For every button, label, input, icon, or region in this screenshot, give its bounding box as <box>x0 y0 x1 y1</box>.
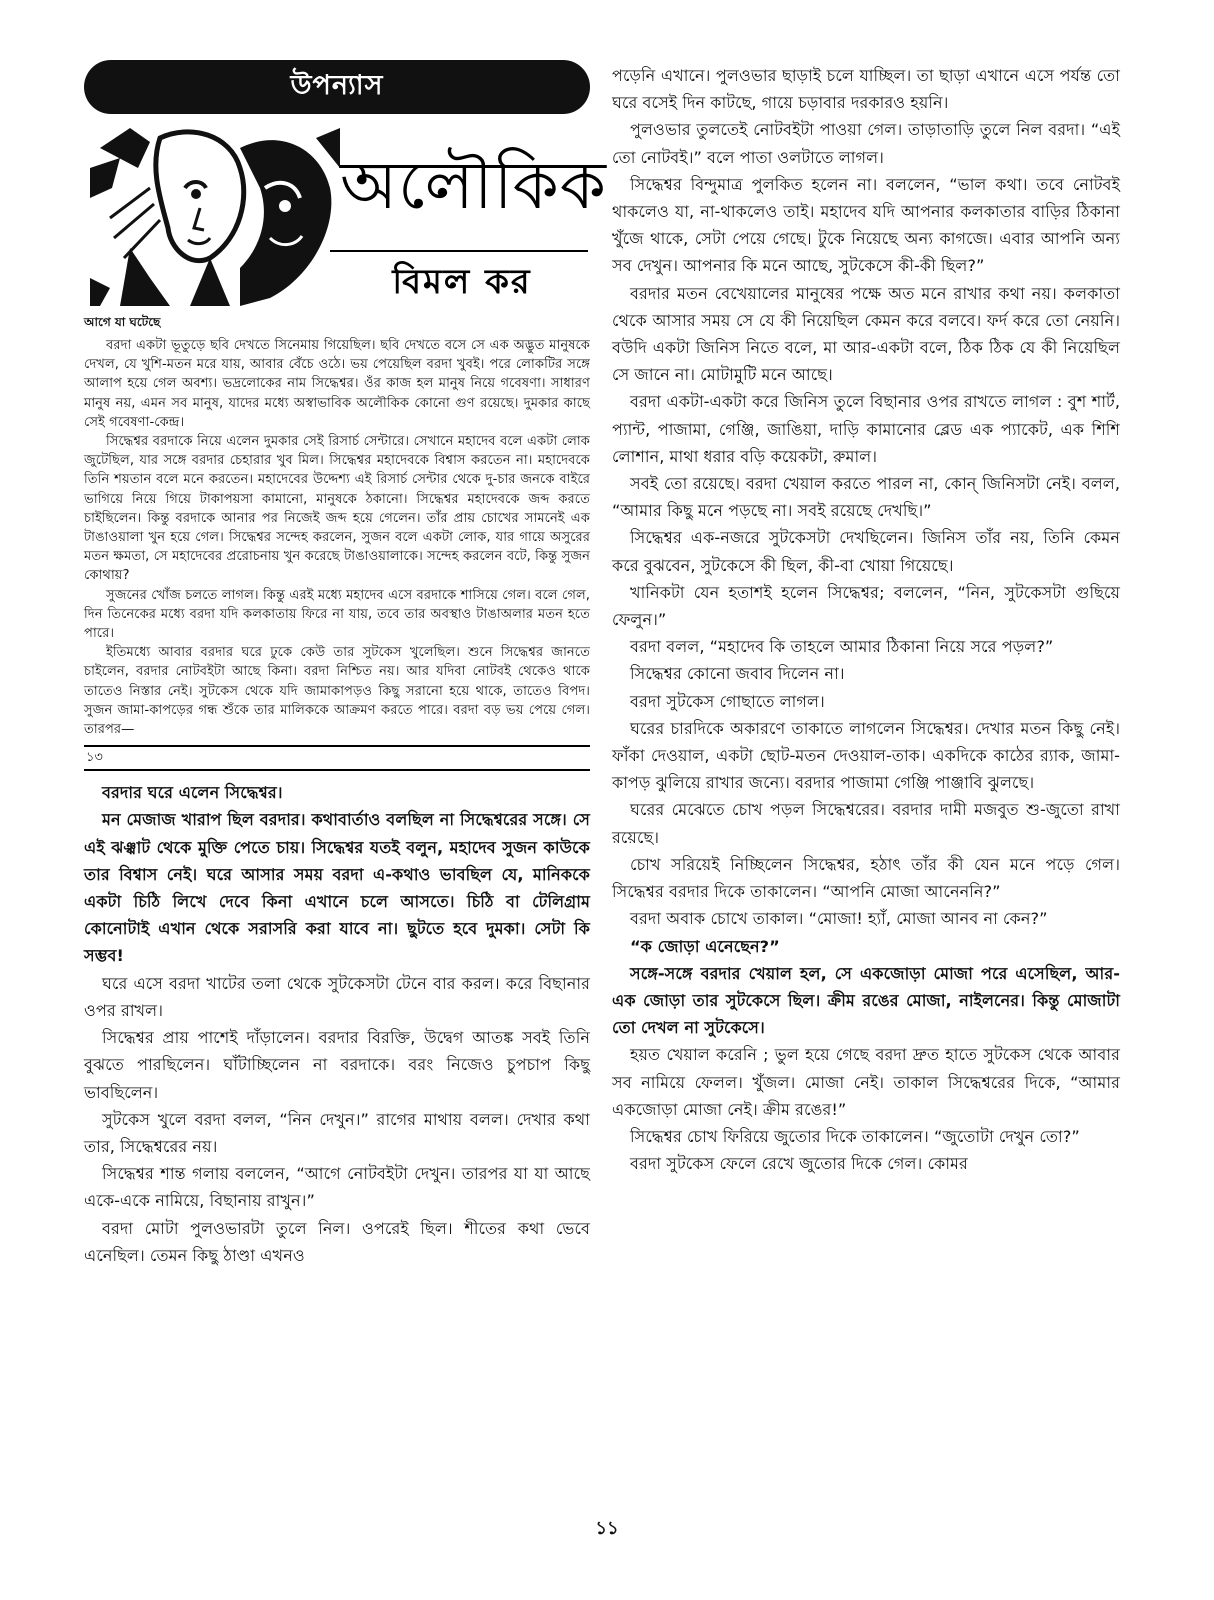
section-banner <box>84 60 590 114</box>
paragraph: বরদা একটা ভূতুড়ে ছবি দেখতে সিনেমায় গিয়েছিল। ছবি দেখতে বসে সে এক অদ্ভুত মানুষকে দেখল, যে খুশি-মতন মরে যায়, আবার বেঁচে ওঠে। ভয় পেয়েছিল বরদা খুবই। পরে লোকটির সঙ্গে আলাপ হয়ে গেল অবশ্য। ভদ্রলোকের নাম সিদ্ধেশ্বর। ওঁর কাজ হল মানুষ নিয়ে গবেষণা। সাধারণ মানুষ নয়, এমন সব মানুষ, যাদের মধ্যে অস্বাভাবিক অলৌকিক কোনো গুণ রয়েছে। দুমকার কাছে সেই গবেষণা-কেন্দ্র। <box>84 338 590 430</box>
page-number: ১১ <box>595 1518 619 1539</box>
right-story-text <box>612 62 1120 1177</box>
paragraph: বরদা মোটা পুলওভারটা তুলে নিল। ওপরেই ছিল। শীতের কথা ভেবে এনেছিল। তেমন কিছু ঠাণ্ডা এখনও <box>84 1218 590 1265</box>
paragraph: সিদ্ধেশ্বর কোনো জবাব দিলেন না। <box>630 664 845 684</box>
paragraph: পড়েনি এখানে। পুলওভার ছাড়াই চলে যাচ্ছিল। তা ছাড়া এখানে এসে পর্যন্ত তো ঘরে বসেই দিন কাটছে, গায়ে চড়াবার দরকারও হয়নি। <box>612 66 1120 113</box>
paragraph: ঘরের চারদিকে অকারণে তাকাতে লাগলেন সিদ্ধেশ্বর। দেখার মতন কিছু নেই। ফাঁকা দেওয়াল, একটা ছোট-মতন দেওয়াল-তাক। একদিকে কাঠের র‍্যাক, জামা-কাপড় ঝুলিয়ে রাখার জন্যে। বরদার পাজামা গেঞ্জি পাঞ্জাবি ঝুলছে। <box>612 718 1120 793</box>
paragraph: ইতিমধ্যে আবার বরদার ঘরে ঢুকে কেউ তার সুটকেস খুলেছিল। শুনে সিদ্ধেশ্বর জানতে চাইলেন, বরদার নোটবইটা আছে কিনা। বরদা নিশ্চিত নয়। আর যদিবা নোটবই থেকেও থাকে তাতেও নিস্তার নেই। সুটকেস থেকে যদি জামাকাপড়ও কিছু সরানো হয়ে থাকে, তাতেও বিপদ। সুজন জামা-কাপড়ের গন্ধ শুঁকে তার মালিককে আক্রমণ করতে পারে। বরদা বড় ভয় পেয়ে গেল। তারপর— <box>84 645 590 738</box>
title-underline <box>330 250 588 252</box>
paragraph: বরদার ঘরে এলেন সিদ্ধেশ্বর। <box>102 783 283 803</box>
paragraph: বরদা বলল, “মহাদেব কি তাহলে আমার ঠিকানা নিয়ে সরে পড়ল?” <box>630 637 1054 657</box>
author-name: বিমল কর <box>392 262 532 302</box>
paragraph: “ক জোড়া এনেছেন?” <box>630 936 780 956</box>
paragraph: সিদ্ধেশ্বর বরদাকে নিয়ে এলেন দুমকার সেই রিসার্চ সেন্টারে। সেখানে মহাদেব বলে একটা লোক জুটেছিল, যার সঙ্গে বরদার চেহারার খুব মিল। সিদ্ধেশ্বর মহাদেবকে বিশ্বাস করতেন না। মহাদেবকে তিনি শয়তান বলে মনে করতেন। মহাদেবের উদ্দেশ্য এই রিসার্চ সেন্টার থেকে দু-চার জনকে বাইরে ভাগিয়ে নিয়ে গিয়ে টাকাপয়সা কামানো, মানুষকে ঠকানো। সিদ্ধেশ্বর মহাদেবকে জব্দ করতে চাইছিলেন। কিন্তু বরদাকে আনার পর নিজেই জব্দ হয়ে গেলেন। তাঁর প্রায় চোখের সামনেই এক টাঙাওয়ালা খুন হয়ে গেল। সিদ্ধেশ্বর সন্দেহ করলেন, সুজন বলে একটা লোক, যার গায়ে অসুরের মতন ক্ষমতা, সে মহাদেবের প্ররোচনায় খুন করেছে টাঙাওয়ালাকে। সন্দেহ করলেন বটে, কিন্তু সুজন কোথায়? <box>84 434 590 584</box>
paragraph: সুজনের খোঁজ চলতে লাগল। কিন্তু এরই মধ্যে মহাদেব এসে বরদাকে শাসিয়ে গেল। বলে গেল, দিন তিনেকের মধ্যে বরদা যদি কলকাতায় ফিরে না যায়, তবে তার অবস্থাও টাঙাঅলার মতন হতে পারে। <box>84 587 590 642</box>
paragraph: সিদ্ধেশ্বর প্রায় পাশেই দাঁড়ালেন। বরদার বিরক্তি, উদ্বেগ আতঙ্ক সবই তিনি বুঝতে পারছিলেন। ঘাঁটাচ্ছিলেন না বরদাকে। বরং নিজেও চুপচাপ কিছু ভাবছিলেন। <box>84 1028 590 1102</box>
paragraph: বরদা অবাক চোখে তাকাল। “মোজা! হ্যাঁ, মোজা আনব না কেন?” <box>630 909 1048 929</box>
chapter-number: ১৩ <box>86 750 103 766</box>
paragraph: বরদা একটা-একটা করে জিনিস তুলে বিছানার ওপর রাখতে লাগল : বুশ শার্ট, প্যান্ট, পাজামা, গেঞ্জি, জাঙিয়া, দাড়ি কামানোর ব্লেড এক প্যাকেট, এক শিশি লোশান, মাথা ধরার বড়ি কয়েকটা, রুমাল। <box>612 392 1120 466</box>
paragraph: চোখ সরিয়েই নিচ্ছিলেন সিদ্ধেশ্বর, হঠাৎ তাঁর কী যেন মনে পড়ে গেল। সিদ্ধেশ্বর বরদার দিকে তাকালেন। “আপনি মোজা আনেননি?” <box>612 854 1120 902</box>
section-label: উপন্যাস <box>290 69 384 101</box>
chapter-divider <box>84 769 590 771</box>
left-column <box>84 60 607 1269</box>
paragraph: হয়ত খেয়াল করেনি ; ভুল হয়ে গেছে বরদা দ্রুত হাতে সুটকেস থেকে আবার সব নামিয়ে ফেলল। খুঁজল। মোজা নেই। তাকাল সিদ্ধেশ্বরের দিকে, “আমার একজোড়া মোজা নেই। ক্রীম রঙের!” <box>612 1045 1120 1119</box>
paragraph: সিদ্ধেশ্বর এক-নজরে সুটকেসটা দেখছিলেন। জিনিস তাঁর নয়, তিনি কেমন করে বুঝবেন, সুটকেসে কী ছিল, কী-বা খোয়া গিয়েছে। <box>612 528 1120 575</box>
paragraph: সবই তো রয়েছে। বরদা খেয়াল করতে পারল না, কোন্ জিনিসটা নেই। বলল, “আমার কিছু মনে পড়ছে না। সবই রয়েছে দেখছি।” <box>612 474 1120 521</box>
paragraph: সিদ্ধেশ্বর শান্ত গলায় বললেন, “আগে নোটবইটা দেখুন। তারপর যা যা আছে একে-একে নামিয়ে, বিছানায় রাখুন।” <box>84 1164 590 1211</box>
paragraph: বরদা সুটকেস ফেলে রেখে জুতোর দিকে গেল। কোমর <box>630 1154 968 1174</box>
paragraph: ঘরে এসে বরদা খাটের তলা থেকে সুটকেসটা টেনে বার করল। করে বিছানার ওপর রাখল। <box>84 973 590 1020</box>
paragraph: বরদার মতন বেখেয়ালের মানুষের পক্ষে অত মনে রাখার কথা নয়। কলকাতা থেকে আসার সময় সে যে কী নিয়েছিল কেমন করে বলবে। ফর্দ করে তো নেয়নি। বউদি একটা জিনিস নিতে বলে, মা আর-একটা বলে, ঠিক ঠিক যে কী নিয়েছিল সে জানে না। মোটামুটি মনে আছে। <box>612 283 1120 385</box>
paragraph: পুলওভার তুলতেই নোটবইটা পাওয়া গেল। তাড়াতাড়ি তুলে নিল বরদা। “এই তো নোটবই।” বলে পাতা ওলটাতে লাগল। <box>612 120 1120 167</box>
right-column <box>612 62 1120 1177</box>
left-story-text <box>84 779 590 1269</box>
title-block <box>84 124 607 310</box>
recap-heading: আগে যা ঘটেছে <box>84 315 161 329</box>
recap-section <box>84 336 590 739</box>
paragraph: সঙ্গে-সঙ্গে বরদার খেয়াল হল, সে একজোড়া মোজা পরে এসেছিল, আর-এক জোড়া তার সুটকেসে ছিল। ক্রীম রঙের মোজা, নাইলনের। কিন্তু মোজাটা তো দেখল না সুটকেসে। <box>612 963 1120 1038</box>
paragraph: সুটকেস খুলে বরদা বলল, “নিন দেখুন।” রাগের মাথায় বলল। দেখার কথা তার, সিদ্ধেশ্বরের নয়। <box>84 1109 590 1156</box>
paragraph: সিদ্ধেশ্বর চোখ ফিরিয়ে জুতোর দিকে তাকালেন। “জুতোটা দেখুন তো?” <box>630 1126 1080 1146</box>
paragraph: সিদ্ধেশ্বর বিন্দুমাত্র পুলকিত হলেন না। বললেন, “ভাল কথা। তবে নোটবই থাকলেও যা, না-থাকলেও তাই। মহাদেব যদি আপনার কলকাতার বাড়ির ঠিকানা খুঁজে থাকে, সেটা পেয়ে গেছে। টুকে নিয়েছে অন্য কাগজে। এবার আপনি অন্য সব দেখুন। আপনার কি মনে আছে, সুটকেসে কী-কী ছিল?” <box>612 174 1120 276</box>
illustration-sketch-image <box>90 128 340 306</box>
paragraph: বরদা সুটকেস গোছাতে লাগল। <box>630 691 825 711</box>
paragraph: খানিকটা যেন হতাশই হলেন সিদ্ধেশ্বর; বললেন, “নিন, সুটকেসটা গুছিয়ে ফেলুন।” <box>612 582 1120 630</box>
paragraph: ঘরের মেঝেতে চোখ পড়ল সিদ্ধেশ্বরের। বরদার দামী মজবুত শু-জুতো রাখা রয়েছে। <box>612 800 1120 847</box>
paragraph: মন মেজাজ খারাপ ছিল বরদার। কথাবার্তাও বলছিল না সিদ্ধেশ্বরের সঙ্গে। সে এই ঝঞ্ঝাট থেকে মুক্তি পেতে চায়। সিদ্ধেশ্বর যতই বলুন, মহাদেব সুজন কাউকে তার বিশ্বাস নেই। ঘরে আসার সময় বরদা এ-কথাও ভাবছিল যে, মানিককে একটা চিঠি লিখে দেবে কিনা এখানে চলে আসতে। চিঠি বা টেলিগ্রাম কোনোটাই এখান থেকে সরাসরি করা যাবে না। ছুটতে হবে দুমকা। সেটা কি সম্ভব! <box>84 810 590 966</box>
story-title: অলৌকিক <box>340 147 607 224</box>
